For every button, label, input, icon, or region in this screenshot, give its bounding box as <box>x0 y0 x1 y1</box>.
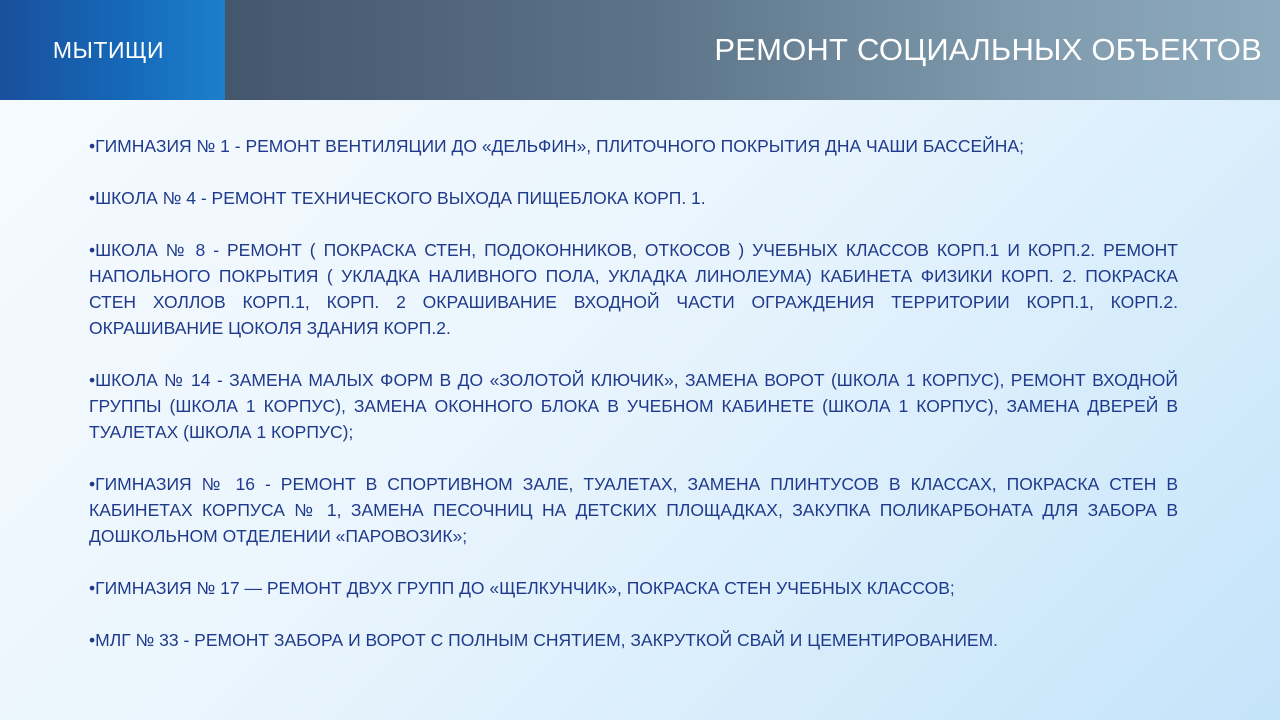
list-item-school-4: •ШКОЛА № 4 - РЕМОНТ ТЕХНИЧЕСКОГО ВЫХОДА ПИЩЕБЛОКА КОРП. 1. <box>89 188 706 208</box>
list-item-school-8: •ШКОЛА № 8 - РЕМОНТ ( ПОКРАСКА СТЕН, ПОДОКОННИКОВ, ОТКОСОВ ) УЧЕБНЫХ КЛАССОВ КОРП.1 И КОРП.2. РЕМОНТ НАПОЛЬНОГО ПОКРЫТИЯ ( УКЛАДКА НАЛИВНОГО ПОЛА, УКЛАДКА ЛИНОЛЕУМА) КАБИНЕТА ФИЗИКИ КОРП. 2. ПОКРАСКА СТЕН ХОЛЛОВ КОРП.1, КОРП. 2 ОКРАШИВАНИЕ ВХОДНОЙ ЧАСТИ ОГРАЖДЕНИЯ ТЕРРИТОРИИ КОРП.1, КОРП.2. ОКРАШИВАНИЕ ЦОКОЛЯ ЗДАНИЯ КОРП.2. <box>89 240 1178 338</box>
page-title: РЕМОНТ СОЦИАЛЬНЫХ ОБЪЕКТОВ <box>714 32 1262 67</box>
slide-header <box>0 0 1280 100</box>
brand-block <box>0 0 225 100</box>
list-item-gymnasium-1: •ГИМНАЗИЯ № 1 - РЕМОНТ ВЕНТИЛЯЦИИ ДО «ДЕЛЬФИН», ПЛИТОЧНОГО ПОКРЫТИЯ ДНА ЧАШИ БАССЕЙНА; <box>89 136 1024 156</box>
list-item-gymnasium-17: •ГИМНАЗИЯ № 17 — РЕМОНТ ДВУХ ГРУПП ДО «ЩЕЛКУНЧИК», ПОКРАСКА СТЕН УЧЕБНЫХ КЛАССОВ; <box>89 578 955 598</box>
brand-label: МЫТИЩИ <box>52 36 165 63</box>
list-item-gymnasium-16: •ГИМНАЗИЯ № 16 - РЕМОНТ В СПОРТИВНОМ ЗАЛЕ, ТУАЛЕТАХ, ЗАМЕНА ПЛИНТУСОВ В КЛАССАХ, ПОКРАСКА СТЕН В КАБИНЕТАХ КОРПУСА № 1, ЗАМЕНА ПЕСОЧНИЦ НА ДЕТСКИХ ПЛОЩАДКАХ, ЗАКУПКА ПОЛИКАРБОНАТА ДЛЯ ЗАБОРА В ДОШКОЛЬНОМ ОТДЕЛЕНИИ «ПАРОВОЗИК»; <box>89 474 1178 546</box>
list-item-school-14: •ШКОЛА № 14 - ЗАМЕНА МАЛЫХ ФОРМ В ДО «ЗОЛОТОЙ КЛЮЧИК», ЗАМЕНА ВОРОТ (ШКОЛА 1 КОРПУС), РЕМОНТ ВХОДНОЙ ГРУППЫ (ШКОЛА 1 КОРПУС), ЗАМЕНА ОКОННОГО БЛОКА В УЧЕБНОМ КАБИНЕТЕ (ШКОЛА 1 КОРПУС), ЗАМЕНА ДВЕРЕЙ В ТУАЛЕТАХ (ШКОЛА 1 КОРПУС); <box>89 370 1178 442</box>
title-bar <box>225 0 1280 100</box>
list-item-mlg-33: •МЛГ № 33 - РЕМОНТ ЗАБОРА И ВОРОТ С ПОЛНЫМ СНЯТИЕМ, ЗАКРУТКОЙ СВАЙ И ЦЕМЕНТИРОВАНИЕМ. <box>89 630 999 650</box>
content-list <box>89 133 1178 679</box>
